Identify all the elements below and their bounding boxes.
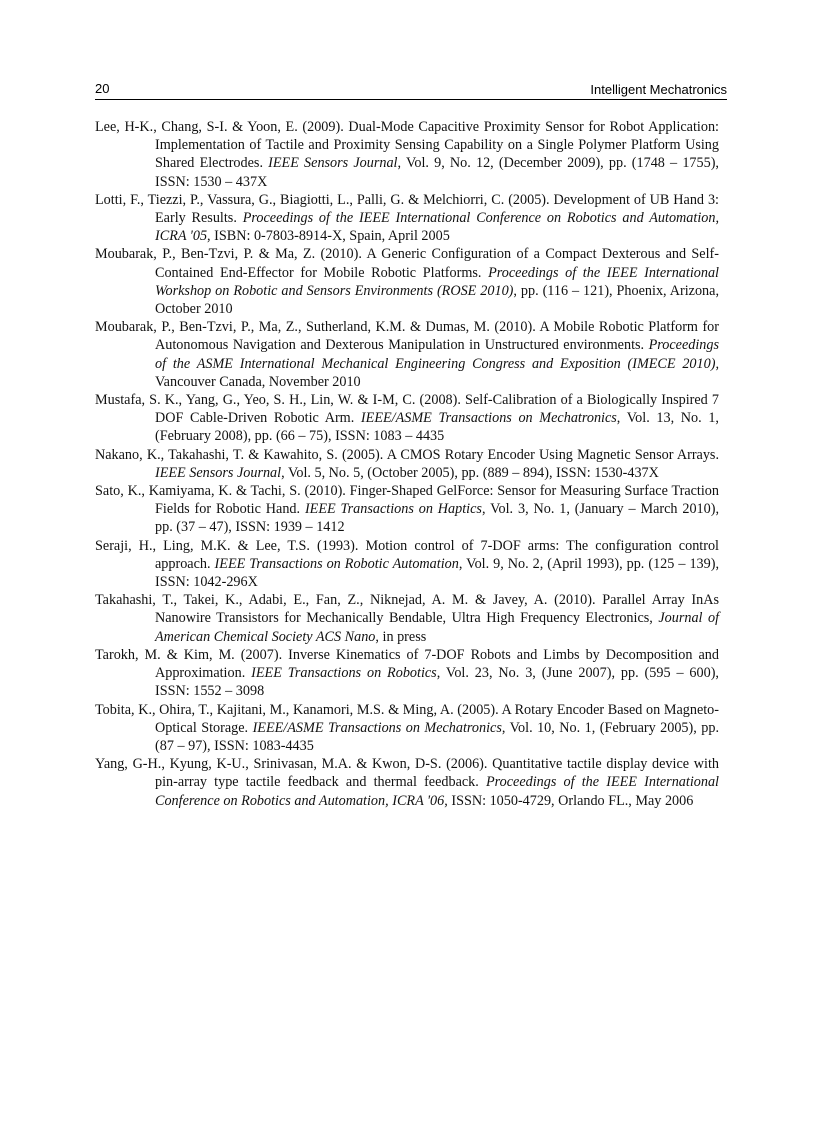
reference-entry: Yang, G-H., Kyung, K-U., Srinivasan, M.A. & Kwon, D-S. (2006). Quantitative tactile display device with pin-array type tactile feedback and thermal feedback. Proceedings of the IEEE International Conference on Robotics and Automation, ICRA '06, ISSN: 1050-4729, Orlando FL., May 2006 xyxy=(95,756,719,809)
running-title: Intelligent Mechatronics xyxy=(590,82,727,97)
reference-entry: Moubarak, P., Ben-Tzvi, P., Ma, Z., Sutherland, K.M. & Dumas, M. (2010). A Mobile Robotic Platform for Autonomous Navigation and Dexterous Manipulation in Unstructured environments. Proceedings of the ASME International Mechanical Engineering Congress and Exposition (IMECE 2010), Vancouver Canada, November 2010 xyxy=(95,319,719,390)
page-number: 20 xyxy=(95,81,110,96)
reference-entry: Lee, H-K., Chang, S-I. & Yoon, E. (2009). Dual-Mode Capacitive Proximity Sensor for Robot Application: Implementation of Tactile and Proximity Sensing Capability on a Single Polymer Platform Using Shared Electrodes. IEEE Sensors Journal, Vol. 9, No. 12, (December 2009), pp. (1748 – 1755), ISSN: 1530 – 437X xyxy=(95,119,719,190)
page-header xyxy=(95,80,727,100)
reference-entry: Seraji, H., Ling, M.K. & Lee, T.S. (1993). Motion control of 7-DOF arms: The configuration control approach. IEEE Transactions on Robotic Automation, Vol. 9, No. 2, (April 1993), pp. (125 – 139), ISSN: 1042-296X xyxy=(95,537,719,591)
reference-entry: Tobita, K., Ohira, T., Kajitani, M., Kanamori, M.S. & Ming, A. (2005). A Rotary Encoder Based on Magneto-Optical Storage. IEEE/ASME Transactions on Mechatronics, Vol. 10, No. 1, (February 2005), pp. (87 – 97), ISSN: 1083-4435 xyxy=(95,701,719,754)
reference-entry: Takahashi, T., Takei, K., Adabi, E., Fan, Z., Niknejad, A. M. & Javey, A. (2010). Parallel Array InAs Nanowire Transistors for Mechanically Bendable, Ultra High Frequency Electronics, Journal of American Chemical Society ACS Nano, in press xyxy=(95,592,720,645)
reference-entry: Lotti, F., Tiezzi, P., Vassura, G., Biagiotti, L., Palli, G. & Melchiorri, C. (2005). Development of UB Hand 3: Early Results. Proceedings of the IEEE International Conference on Robotics and Automation, ICRA '05, ISBN: 0-7803-8914-X, Spain, April 2005 xyxy=(95,191,719,245)
reference-list xyxy=(95,118,719,810)
reference-entry: Mustafa, S. K., Yang, G., Yeo, S. H., Lin, W. & I-M, C. (2008). Self-Calibration of a Biologically Inspired 7 DOF Cable-Driven Robotic Arm. IEEE/ASME Transactions on Mechatronics, Vol. 13, No. 1, (February 2008), pp. (66 – 75), ISSN: 1083 – 4435 xyxy=(95,392,719,445)
reference-entry: Sato, K., Kamiyama, K. & Tachi, S. (2010). Finger-Shaped GelForce: Sensor for Measuring Surface Traction Fields for Robotic Hand. IEEE Transactions on Haptics, Vol. 3, No. 1, (January – March 2010), pp. (37 – 47), ISSN: 1939 – 1412 xyxy=(95,483,719,536)
reference-entry: Moubarak, P., Ben-Tzvi, P. & Ma, Z. (2010). A Generic Configuration of a Compact Dexterous and Self-Contained End-Effector for Mobile Robotic Platforms. Proceedings of the IEEE International Workshop on Robotic and Sensors Environments (ROSE 2010), pp. (116 – 121), Phoenix, Arizona, October 2010 xyxy=(95,246,719,318)
reference-entry: Nakano, K., Takahashi, T. & Kawahito, S. (2005). A CMOS Rotary Encoder Using Magnetic Sensor Arrays. IEEE Sensors Journal, Vol. 5, No. 5, (October 2005), pp. (889 – 894), ISSN: 1530-437X xyxy=(95,446,719,481)
reference-entry: Tarokh, M. & Kim, M. (2007). Inverse Kinematics of 7-DOF Robots and Limbs by Decomposition and Approximation. IEEE Transactions on Robotics, Vol. 23, No. 3, (June 2007), pp. (595 – 600), ISSN: 1552 – 3098 xyxy=(95,646,719,700)
